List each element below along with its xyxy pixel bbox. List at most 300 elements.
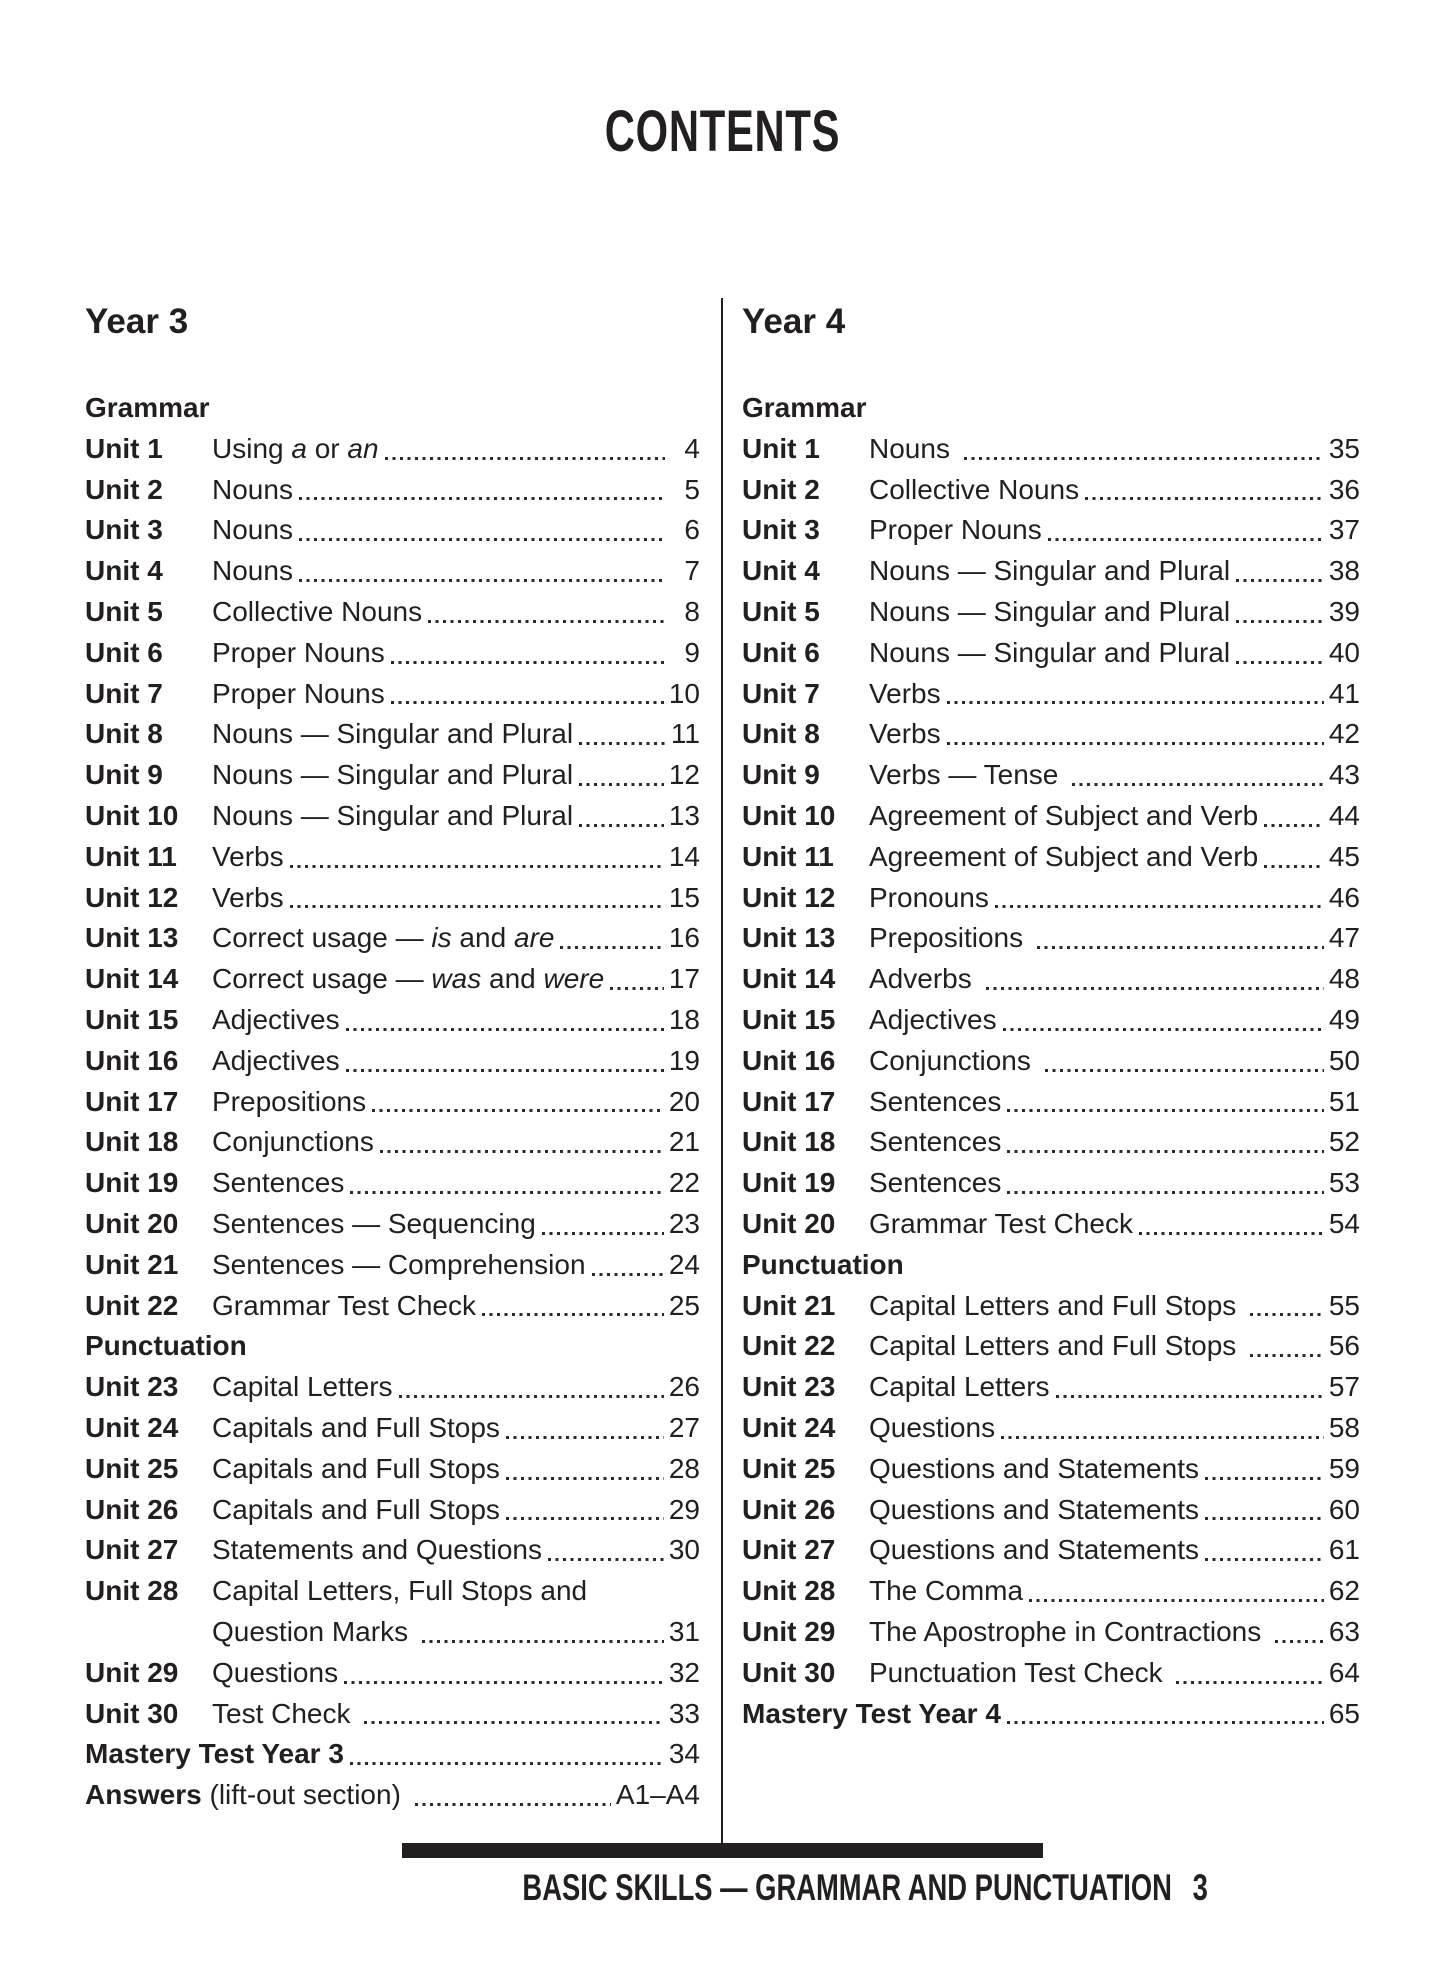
toc-entry xyxy=(85,1408,700,1449)
unit-label: Unit 5 xyxy=(85,595,163,627)
toc-entry xyxy=(742,755,1360,796)
toc-entry xyxy=(85,755,700,796)
toc-entry xyxy=(742,1000,1360,1041)
dot-leader xyxy=(1003,1028,1324,1031)
entry-title: Test Check xyxy=(212,1697,359,1729)
dot-leader xyxy=(1029,1599,1324,1602)
entry-title: Nouns — Singular and Plural xyxy=(212,799,574,831)
entry-title: Adjectives xyxy=(869,1003,997,1035)
unit-label: Unit 14 xyxy=(85,963,179,995)
toc-column-year3 xyxy=(0,300,722,1816)
unit-label: Unit 8 xyxy=(742,718,820,750)
page-number: 14 xyxy=(668,840,700,872)
unit-label: Unit 27 xyxy=(742,1534,836,1566)
toc-entry xyxy=(742,1530,1360,1571)
dot-leader xyxy=(346,1069,664,1072)
unit-label: Unit 11 xyxy=(742,840,834,872)
unit-label: Unit 4 xyxy=(85,555,163,587)
page-number: 61 xyxy=(1328,1534,1360,1566)
unit-label: Unit 16 xyxy=(85,1044,179,1076)
unit-label: Unit 20 xyxy=(85,1207,179,1239)
unit-label: Unit 28 xyxy=(742,1575,836,1607)
dot-leader xyxy=(986,987,1324,990)
page-number: 58 xyxy=(1328,1411,1360,1443)
toc-entry xyxy=(85,837,700,878)
entry-title: Sentences xyxy=(869,1167,1002,1199)
page-number: 37 xyxy=(1328,514,1360,546)
unit-label: Unit 25 xyxy=(85,1452,179,1484)
page-number: 41 xyxy=(1328,677,1360,709)
unit-label: Unit 30 xyxy=(85,1697,179,1729)
dot-leader xyxy=(299,579,665,582)
page-number: 36 xyxy=(1328,473,1360,505)
section-title: Punctuation xyxy=(85,1330,247,1362)
unit-label: Unit 12 xyxy=(742,881,836,913)
unit-label: Unit 10 xyxy=(85,799,179,831)
toc-entry xyxy=(742,1367,1360,1408)
unit-label: Unit 18 xyxy=(85,1126,179,1158)
toc-entry xyxy=(85,1286,700,1327)
entry-title: Verbs xyxy=(212,881,284,913)
unit-label: Unit 4 xyxy=(742,555,820,587)
page-number: 53 xyxy=(1328,1167,1360,1199)
entry-title: Proper Nouns xyxy=(212,677,385,709)
page-number: 47 xyxy=(1328,922,1360,954)
page-number: 11 xyxy=(670,718,700,750)
dot-leader xyxy=(1072,783,1324,786)
dot-leader xyxy=(391,661,665,664)
page-number: 57 xyxy=(1328,1371,1360,1403)
toc-column-year4 xyxy=(722,300,1445,1816)
toc-entry xyxy=(742,674,1360,715)
unit-label: Unit 15 xyxy=(742,1003,836,1035)
entry-title: Nouns — Singular and Plural xyxy=(869,555,1231,587)
section-header xyxy=(742,1245,1360,1286)
page-number: 55 xyxy=(1328,1289,1360,1321)
dot-leader xyxy=(1236,620,1324,623)
section-header xyxy=(742,388,1360,429)
toc-entry xyxy=(742,714,1360,755)
column-heading: Year 3 xyxy=(85,302,189,341)
entry-title: Nouns xyxy=(212,473,293,505)
entry-title: Agreement of Subject and Verb xyxy=(869,840,1259,872)
toc-entry xyxy=(85,796,700,837)
toc-entry xyxy=(742,1041,1360,1082)
unit-label: Unit 9 xyxy=(742,759,820,791)
unit-label: Unit 12 xyxy=(85,881,179,913)
dot-leader xyxy=(1264,824,1324,827)
page-number: 18 xyxy=(668,1003,700,1035)
entry-title: Verbs — Tense xyxy=(869,759,1067,791)
entry-title: Conjunctions xyxy=(212,1126,374,1158)
toc-entry xyxy=(85,918,700,959)
entry-title: Correct usage — was and were xyxy=(212,963,605,995)
toc-entry xyxy=(742,429,1360,470)
page-number: 6 xyxy=(684,514,700,546)
toc-entry xyxy=(742,1571,1360,1612)
toc-entry xyxy=(85,1612,700,1653)
entry-title: Capitals and Full Stops xyxy=(212,1452,500,1484)
toc-entry xyxy=(85,1000,700,1041)
page-number: 17 xyxy=(668,963,700,995)
toc-entry xyxy=(85,429,700,470)
entry-title: The Apostrophe in Contractions xyxy=(869,1615,1270,1647)
toc-entry xyxy=(85,1041,700,1082)
dot-leader xyxy=(995,905,1324,908)
unit-label: Unit 17 xyxy=(742,1085,836,1117)
page-number: 13 xyxy=(668,799,700,831)
unit-label: Unit 25 xyxy=(742,1452,836,1484)
page-number: 5 xyxy=(684,473,700,505)
page-number: 62 xyxy=(1328,1575,1360,1607)
page-title-text: CONTENTS xyxy=(604,99,841,164)
unit-label: Unit 21 xyxy=(742,1289,836,1321)
toc-entry xyxy=(742,959,1360,1000)
dot-leader xyxy=(1045,1069,1324,1072)
entry-title: Capitals and Full Stops xyxy=(212,1493,500,1525)
page-number: 43 xyxy=(1328,759,1360,791)
dot-leader xyxy=(1264,865,1324,868)
dot-leader xyxy=(542,1232,664,1235)
dot-leader xyxy=(399,1395,664,1398)
entry-title: Question Marks xyxy=(212,1615,416,1647)
page-number: 31 xyxy=(668,1615,700,1647)
page-number: 50 xyxy=(1328,1044,1360,1076)
page-number: 25 xyxy=(668,1289,700,1321)
page-number: 65 xyxy=(1328,1697,1360,1729)
toc-entry xyxy=(742,918,1360,959)
toc-entry xyxy=(742,510,1360,551)
dot-leader xyxy=(482,1313,664,1316)
dot-leader xyxy=(1085,497,1324,500)
page-number: 19 xyxy=(668,1044,700,1076)
page-number: 22 xyxy=(668,1167,700,1199)
page-number: 42 xyxy=(1328,718,1360,750)
toc-entry xyxy=(742,1612,1360,1653)
unit-label: Unit 1 xyxy=(742,432,820,464)
entry-title: Prepositions xyxy=(869,922,1031,954)
toc-entry xyxy=(742,1694,1360,1735)
toc-entry xyxy=(742,551,1360,592)
page-number: 52 xyxy=(1328,1126,1360,1158)
page-number: 44 xyxy=(1328,799,1360,831)
toc-entry xyxy=(85,1204,700,1245)
entry-title: Adverbs xyxy=(869,963,980,995)
dot-leader xyxy=(1176,1681,1323,1684)
dot-leader xyxy=(506,1477,664,1480)
entry-title: Pronouns xyxy=(869,881,989,913)
unit-label: Unit 11 xyxy=(85,840,177,872)
page-number: 15 xyxy=(668,881,700,913)
entry-title: Nouns xyxy=(869,432,958,464)
dot-leader xyxy=(1275,1640,1324,1643)
toc-entry xyxy=(742,1326,1360,1367)
dot-leader xyxy=(1236,579,1324,582)
toc-entry xyxy=(85,1653,700,1694)
page-number: 39 xyxy=(1328,595,1360,627)
entry-title: Sentences xyxy=(212,1167,345,1199)
toc-entry xyxy=(742,796,1360,837)
entry-title: Nouns xyxy=(212,514,293,546)
unit-label: Unit 6 xyxy=(742,636,820,668)
toc-entry xyxy=(742,1122,1360,1163)
page-number: 34 xyxy=(668,1738,700,1770)
toc-entry xyxy=(742,837,1360,878)
dot-leader xyxy=(344,1681,664,1684)
dot-leader xyxy=(1037,946,1324,949)
page-number: 64 xyxy=(1328,1656,1360,1688)
toc-entry xyxy=(85,470,700,511)
entry-title: Statements and Questions xyxy=(212,1534,542,1566)
page-number: A1–A4 xyxy=(615,1779,700,1811)
unit-label: Unit 19 xyxy=(85,1167,179,1199)
entry-title: Verbs xyxy=(212,840,284,872)
dot-leader xyxy=(1205,1517,1324,1520)
dot-leader xyxy=(1056,1395,1324,1398)
dot-leader xyxy=(1139,1232,1324,1235)
toc-entry xyxy=(742,470,1360,511)
unit-label: Unit 5 xyxy=(742,595,820,627)
unit-label: Unit 19 xyxy=(742,1167,836,1199)
toc-entry xyxy=(85,592,700,633)
dot-leader xyxy=(372,1109,664,1112)
entry-title: The Comma xyxy=(869,1575,1024,1607)
page-number: 4 xyxy=(684,432,700,464)
unit-label: Unit 29 xyxy=(85,1656,179,1688)
entry-title: Nouns — Singular and Plural xyxy=(869,595,1231,627)
entry-title: Prepositions xyxy=(212,1085,367,1117)
page-number: 8 xyxy=(684,595,700,627)
unit-label: Unit 28 xyxy=(85,1575,179,1607)
page-number: 29 xyxy=(668,1493,700,1525)
unit-label xyxy=(85,1612,212,1653)
section-header xyxy=(85,1326,700,1367)
section-title: Punctuation xyxy=(742,1248,904,1280)
toc-entry xyxy=(85,714,700,755)
unit-label: Unit 7 xyxy=(85,677,163,709)
toc-entry xyxy=(85,1082,700,1123)
unit-label: Unit 18 xyxy=(742,1126,836,1158)
entry-title: Questions xyxy=(869,1411,996,1443)
entry-title: Sentences — Sequencing xyxy=(212,1207,536,1239)
page-number: 16 xyxy=(668,922,700,954)
entry-title: Proper Nouns xyxy=(869,514,1042,546)
toc-entry xyxy=(85,1530,700,1571)
page-number: 24 xyxy=(668,1248,700,1280)
toc-entry xyxy=(742,1490,1360,1531)
toc-entry xyxy=(742,1449,1360,1490)
unit-label: Unit 23 xyxy=(85,1371,179,1403)
toc-entry xyxy=(85,1122,700,1163)
dot-leader xyxy=(1250,1313,1324,1316)
unit-label: Unit 17 xyxy=(85,1085,179,1117)
toc-entry xyxy=(742,592,1360,633)
unit-label: Unit 22 xyxy=(742,1330,836,1362)
toc-entry xyxy=(85,1775,700,1816)
dot-leader xyxy=(346,1028,664,1031)
entry-title: Nouns — Singular and Plural xyxy=(212,759,574,791)
entry-title: Agreement of Subject and Verb xyxy=(869,799,1259,831)
entry-title: Capital Letters and Full Stops xyxy=(869,1289,1245,1321)
unit-label: Unit 13 xyxy=(742,922,836,954)
entry-title: Punctuation Test Check xyxy=(869,1656,1171,1688)
page-number: 20 xyxy=(668,1085,700,1117)
page-number: 54 xyxy=(1328,1207,1360,1239)
column-heading: Year 4 xyxy=(742,302,846,341)
dot-leader xyxy=(422,1640,664,1643)
dot-leader xyxy=(506,1517,664,1520)
unit-label: Unit 2 xyxy=(85,473,163,505)
toc-entry xyxy=(742,1204,1360,1245)
dot-leader xyxy=(290,865,664,868)
entry-title: Sentences xyxy=(869,1085,1002,1117)
entry-title: Collective Nouns xyxy=(869,473,1080,505)
footer-book-title: BASIC SKILLS — GRAMMAR AND PUNCTUATION xyxy=(522,1867,1172,1908)
toc-entry xyxy=(85,633,700,674)
page-number: 26 xyxy=(668,1371,700,1403)
dot-leader xyxy=(1205,1477,1324,1480)
dot-leader xyxy=(579,742,665,745)
entry-title: Capital Letters and Full Stops xyxy=(869,1330,1245,1362)
entry-title: Verbs xyxy=(869,677,941,709)
entry-title: Correct usage — is and are xyxy=(212,922,555,954)
unit-label: Unit 30 xyxy=(742,1656,836,1688)
dot-leader xyxy=(385,457,665,460)
dot-leader xyxy=(1007,1721,1324,1724)
entry-title: Capitals and Full Stops xyxy=(212,1411,500,1443)
page-number: 59 xyxy=(1328,1452,1360,1484)
page-number: 7 xyxy=(684,555,700,587)
entry-title: Capital Letters xyxy=(212,1371,393,1403)
entry-title: Using a or an xyxy=(212,432,379,464)
entry-title: Verbs xyxy=(869,718,941,750)
toc-entry xyxy=(85,674,700,715)
unit-label: Unit 24 xyxy=(742,1411,836,1443)
toc-entry xyxy=(742,1163,1360,1204)
toc-entry xyxy=(85,510,700,551)
unit-label: Unit 27 xyxy=(85,1534,179,1566)
page-number: 30 xyxy=(668,1534,700,1566)
page-number: 63 xyxy=(1328,1615,1360,1647)
dot-leader xyxy=(415,1803,611,1806)
entry-title: Answers (lift-out section) xyxy=(85,1779,409,1811)
toc-entry xyxy=(742,1286,1360,1327)
entry-title: Nouns xyxy=(212,555,293,587)
unit-label: Unit 21 xyxy=(85,1248,179,1280)
page-number: 51 xyxy=(1328,1085,1360,1117)
toc-entry xyxy=(85,1163,700,1204)
toc-entry xyxy=(85,1571,700,1612)
entry-title: Questions and Statements xyxy=(869,1452,1199,1484)
toc-entries xyxy=(742,388,1360,1734)
unit-label: Unit 26 xyxy=(742,1493,836,1525)
unit-label: Unit 1 xyxy=(85,432,163,464)
page-number: 33 xyxy=(668,1697,700,1729)
entry-title: Adjectives xyxy=(212,1003,340,1035)
entry-title: Capital Letters, Full Stops and xyxy=(212,1575,588,1607)
dot-leader xyxy=(428,620,665,623)
toc-entry xyxy=(85,1490,700,1531)
footer-inner xyxy=(522,1864,1207,1912)
dot-leader xyxy=(592,1273,664,1276)
dot-leader xyxy=(299,497,665,500)
page-number: 38 xyxy=(1328,555,1360,587)
unit-label: Unit 22 xyxy=(85,1289,179,1321)
dot-leader xyxy=(1007,1109,1324,1112)
dot-leader xyxy=(1250,1354,1324,1357)
unit-label: Unit 10 xyxy=(742,799,836,831)
dot-leader xyxy=(506,1436,664,1439)
dot-leader xyxy=(380,1150,664,1153)
toc-entry xyxy=(85,878,700,919)
toc-entry xyxy=(85,1367,700,1408)
entry-title: Nouns — Singular and Plural xyxy=(212,718,574,750)
entry-title: Proper Nouns xyxy=(212,636,385,668)
dot-leader xyxy=(290,905,664,908)
unit-label: Unit 23 xyxy=(742,1371,836,1403)
page-number: 21 xyxy=(668,1126,700,1158)
unit-label: Unit 24 xyxy=(85,1411,179,1443)
unit-label: Unit 9 xyxy=(85,759,163,791)
toc-entry xyxy=(85,1694,700,1735)
page-number: 28 xyxy=(668,1452,700,1484)
page-number: 45 xyxy=(1328,840,1360,872)
footer-page-number: 3 xyxy=(1192,1867,1208,1908)
entry-title: Mastery Test Year 3 xyxy=(85,1738,344,1770)
page-number: 12 xyxy=(668,759,700,791)
unit-label: Unit 3 xyxy=(742,514,820,546)
dot-leader xyxy=(1205,1558,1324,1561)
unit-label: Unit 8 xyxy=(85,718,163,750)
entry-title: Adjectives xyxy=(212,1044,340,1076)
section-header xyxy=(85,388,700,429)
toc-entry xyxy=(85,1734,700,1775)
entry-title: Questions and Statements xyxy=(869,1493,1199,1525)
entry-title: Capital Letters xyxy=(869,1371,1050,1403)
footer-text xyxy=(402,1864,1208,1912)
dot-leader xyxy=(947,742,1324,745)
entry-title: Grammar Test Check xyxy=(869,1207,1133,1239)
page-title xyxy=(559,99,886,164)
dot-leader xyxy=(560,946,663,949)
unit-label: Unit 15 xyxy=(85,1003,179,1035)
dot-leader xyxy=(579,783,664,786)
toc-entry xyxy=(742,633,1360,674)
page-number: 49 xyxy=(1328,1003,1360,1035)
dot-leader xyxy=(299,538,665,541)
unit-label: Unit 3 xyxy=(85,514,163,546)
unit-label: Unit 6 xyxy=(85,636,163,668)
dot-leader xyxy=(391,701,664,704)
dot-leader xyxy=(610,987,664,990)
toc-entry xyxy=(742,1408,1360,1449)
entry-title: Sentences — Comprehension xyxy=(212,1248,586,1280)
dot-leader xyxy=(579,824,664,827)
section-title: Grammar xyxy=(742,392,867,423)
page-number: 35 xyxy=(1328,432,1360,464)
entry-title: Grammar Test Check xyxy=(212,1289,476,1321)
unit-label: Unit 2 xyxy=(742,473,820,505)
page-number: 9 xyxy=(684,636,700,668)
page-number: 23 xyxy=(668,1207,700,1239)
unit-label: Unit 16 xyxy=(742,1044,836,1076)
toc-entry xyxy=(85,1245,700,1286)
dot-leader xyxy=(1001,1436,1324,1439)
page-number: 46 xyxy=(1328,881,1360,913)
page-number: 27 xyxy=(668,1411,700,1443)
page-number: 48 xyxy=(1328,963,1360,995)
page-number: 60 xyxy=(1328,1493,1360,1525)
